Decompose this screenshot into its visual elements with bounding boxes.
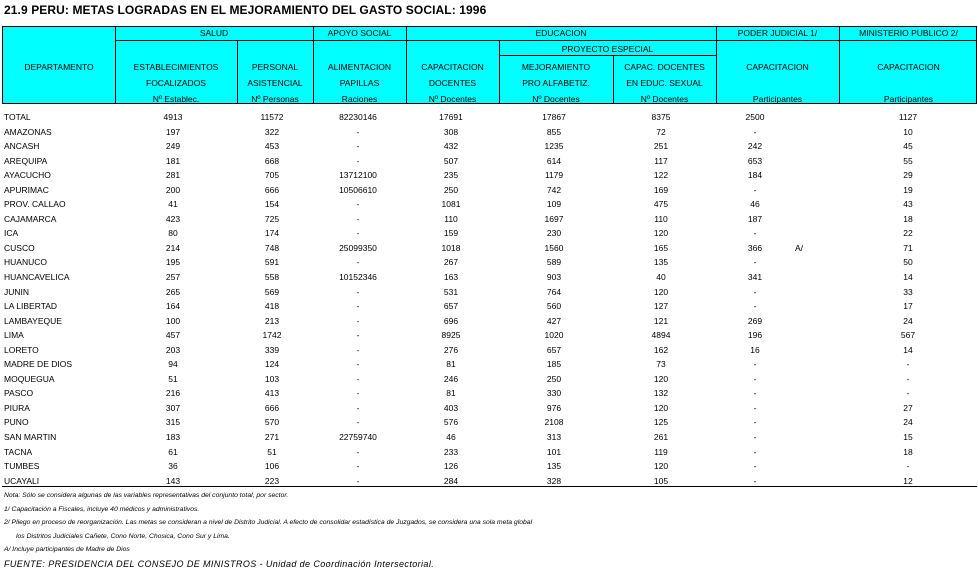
row-value: 24 bbox=[903, 315, 913, 326]
row-departamento: ICA bbox=[4, 228, 19, 239]
row-value: 120 bbox=[653, 402, 669, 413]
row-value: - bbox=[753, 388, 757, 399]
table-bottom-rule bbox=[2, 486, 977, 487]
row-value: - bbox=[906, 359, 910, 370]
row-value: 742 bbox=[546, 184, 562, 195]
row-value: 10506610 bbox=[339, 184, 377, 195]
row-value: 1018 bbox=[441, 242, 461, 253]
row-value: - bbox=[356, 286, 360, 297]
row-value: - bbox=[753, 402, 757, 413]
row-value: 110 bbox=[654, 213, 668, 224]
row-value: 94 bbox=[168, 359, 178, 370]
row-value: 223 bbox=[264, 475, 280, 486]
table-row bbox=[0, 401, 978, 416]
row-value: 2500 bbox=[745, 112, 765, 122]
table-row bbox=[0, 372, 978, 387]
row-departamento: MADRE DE DIOS bbox=[4, 359, 73, 370]
row-value: 51 bbox=[267, 446, 277, 457]
row-value: 154 bbox=[264, 199, 280, 210]
row-value: 705 bbox=[264, 170, 280, 181]
row-value: 46 bbox=[750, 199, 760, 210]
row-value: 61 bbox=[168, 446, 178, 457]
row-departamento: LIMA bbox=[4, 330, 24, 341]
row-value: - bbox=[753, 432, 757, 443]
group-apoyo-social: APOYO SOCIAL bbox=[327, 28, 392, 38]
row-value: 576 bbox=[443, 417, 459, 428]
row-value: 19 bbox=[903, 184, 913, 195]
row-value: 27 bbox=[903, 402, 913, 413]
group-educacion: EDUCACION bbox=[535, 28, 587, 38]
group-poder-judicial: PODER JUDICIAL 1/ bbox=[737, 28, 818, 38]
row-value: 127 bbox=[653, 301, 669, 312]
row-departamento: CAJAMARCA bbox=[4, 213, 57, 224]
row-value: 18 bbox=[903, 446, 913, 457]
col-capacitacion-docentes: CAPACITACION DOCENTES Nº Docentes bbox=[421, 62, 484, 104]
note-general: Nota: Sólo se considera algunas de las variables representativas del conjunto total, por sector. bbox=[4, 492, 289, 499]
row-value: 339 bbox=[264, 344, 280, 355]
row-value: 242 bbox=[747, 141, 763, 152]
row-value: 261 bbox=[653, 432, 669, 443]
table-row bbox=[0, 299, 978, 314]
row-value: 1697 bbox=[544, 213, 564, 224]
row-value: 403 bbox=[443, 402, 459, 413]
row-value: 122 bbox=[653, 170, 669, 181]
row-value: 80 bbox=[168, 228, 178, 239]
row-value: 81 bbox=[446, 388, 456, 399]
row-value: 315 bbox=[165, 417, 181, 428]
row-value: 1235 bbox=[544, 141, 564, 152]
row-value: 457 bbox=[165, 330, 181, 341]
row-value: 249 bbox=[165, 141, 181, 152]
row-value: 267 bbox=[443, 257, 459, 268]
row-value: 163 bbox=[443, 272, 459, 283]
table-row bbox=[0, 415, 978, 430]
row-value: 72 bbox=[656, 126, 666, 137]
row-value: - bbox=[753, 475, 757, 486]
row-value: - bbox=[753, 286, 757, 297]
row-value: 307 bbox=[165, 402, 181, 413]
row-value: 17 bbox=[903, 301, 913, 312]
row-value: 135 bbox=[653, 257, 669, 268]
row-value: 195 bbox=[165, 257, 181, 268]
row-value: 4894 bbox=[651, 330, 671, 341]
row-value: 4913 bbox=[163, 112, 183, 122]
row-value: 265 bbox=[165, 286, 181, 297]
row-value: 570 bbox=[264, 417, 280, 428]
row-value: 125 bbox=[653, 417, 669, 428]
row-value: - bbox=[753, 461, 757, 472]
row-value: - bbox=[356, 155, 360, 166]
row-departamento: APURIMAC bbox=[4, 184, 49, 195]
row-value: 187 bbox=[747, 213, 763, 224]
table-row bbox=[0, 357, 978, 372]
row-note-marker: A/ bbox=[795, 242, 804, 253]
row-value: 423 bbox=[165, 213, 181, 224]
row-value: 185 bbox=[546, 359, 562, 370]
table-row bbox=[0, 139, 978, 154]
table-body bbox=[0, 110, 978, 488]
row-value: 1127 bbox=[898, 112, 918, 122]
row-value: 250 bbox=[546, 373, 562, 384]
col-mejoramiento: MEJORAMIENTO PRO ALFABETIZ. Nº Docentes bbox=[521, 62, 591, 104]
row-value: - bbox=[356, 315, 360, 326]
row-departamento: UCAYALI bbox=[4, 475, 40, 486]
row-value: 36 bbox=[168, 461, 178, 472]
row-value: 2108 bbox=[544, 417, 564, 428]
row-value: 507 bbox=[443, 155, 459, 166]
row-value: 8925 bbox=[441, 330, 461, 341]
row-value: 657 bbox=[546, 344, 562, 355]
row-value: - bbox=[356, 359, 360, 370]
row-departamento: AMAZONAS bbox=[4, 126, 52, 137]
table-row bbox=[0, 125, 978, 140]
row-value: - bbox=[356, 213, 360, 224]
row-value: 109 bbox=[546, 199, 562, 210]
row-value: 196 bbox=[747, 330, 763, 341]
row-value: - bbox=[356, 330, 360, 341]
col-capac-educ-sexual: CAPAC. DOCENTES EN EDUC. SEXUAL Nº Docentes bbox=[624, 62, 705, 104]
row-value: 82230146 bbox=[339, 112, 377, 122]
row-departamento: JUNIN bbox=[4, 286, 30, 297]
row-value: 159 bbox=[443, 228, 459, 239]
row-value: 560 bbox=[546, 301, 562, 312]
row-value: - bbox=[356, 301, 360, 312]
row-departamento: PUNO bbox=[4, 417, 29, 428]
table-row bbox=[0, 430, 978, 445]
row-value: 16 bbox=[750, 344, 760, 355]
row-value: - bbox=[753, 301, 757, 312]
row-value: 117 bbox=[654, 155, 668, 166]
table-row bbox=[0, 343, 978, 358]
row-value: 531 bbox=[443, 286, 459, 297]
row-value: 71 bbox=[903, 242, 913, 253]
row-value: 183 bbox=[165, 432, 181, 443]
row-value: 725 bbox=[264, 213, 280, 224]
row-value: 418 bbox=[264, 301, 280, 312]
row-value: 653 bbox=[747, 155, 763, 166]
table-row bbox=[0, 270, 978, 285]
row-value: 235 bbox=[443, 170, 459, 181]
table-row bbox=[0, 241, 978, 256]
row-departamento: LAMBAYEQUE bbox=[4, 315, 62, 326]
table-row bbox=[0, 212, 978, 227]
row-value: 696 bbox=[443, 315, 459, 326]
row-departamento: TUMBES bbox=[4, 461, 40, 472]
table-row bbox=[0, 459, 978, 474]
table-title: 21.9 PERU: METAS LOGRADAS EN EL MEJORAMIENTO DEL GASTO SOCIAL: 1996 bbox=[4, 3, 487, 17]
row-value: 135 bbox=[546, 461, 562, 472]
row-value: 25099350 bbox=[339, 242, 377, 253]
table-row bbox=[0, 110, 978, 125]
row-value: 257 bbox=[165, 272, 181, 283]
row-value: 313 bbox=[546, 432, 562, 443]
row-value: 855 bbox=[546, 126, 562, 137]
row-departamento: PASCO bbox=[4, 388, 34, 399]
row-value: 174 bbox=[264, 228, 280, 239]
row-value: 106 bbox=[264, 461, 280, 472]
row-value: - bbox=[356, 141, 360, 152]
row-value: 614 bbox=[546, 155, 562, 166]
table-row bbox=[0, 154, 978, 169]
row-value: 169 bbox=[653, 184, 669, 195]
col-ministerio-capacitacion: CAPACITACION Participantes bbox=[877, 62, 940, 104]
row-value: 764 bbox=[546, 286, 562, 297]
row-value: 328 bbox=[546, 475, 562, 486]
row-value: 17691 bbox=[439, 112, 463, 122]
row-value: 17867 bbox=[542, 112, 566, 122]
row-departamento: HUANUCO bbox=[4, 257, 47, 268]
row-value: 558 bbox=[264, 272, 280, 283]
row-value: 121 bbox=[653, 315, 669, 326]
row-value: 216 bbox=[165, 388, 181, 399]
row-value: 24 bbox=[903, 417, 913, 428]
row-value: 8375 bbox=[651, 112, 671, 122]
note-2: 2/ Pliego en proceso de reorganización. Las metas se consideran a nivel de Distrito Judicial. A efecto de consolidar estadística de Juzgados, se considera una sola meta global bbox=[4, 519, 533, 527]
row-value: 120 bbox=[653, 461, 669, 472]
row-value: 657 bbox=[443, 301, 459, 312]
footnotes bbox=[4, 489, 532, 557]
row-value: 567 bbox=[900, 330, 916, 341]
col-departamento: DEPARTAMENTO bbox=[24, 62, 94, 72]
row-value: 105 bbox=[653, 475, 669, 486]
row-value: 33 bbox=[903, 286, 913, 297]
table-row bbox=[0, 328, 978, 343]
row-value: - bbox=[356, 461, 360, 472]
row-value: 184 bbox=[747, 170, 763, 181]
row-value: 13712100 bbox=[339, 170, 377, 181]
row-value: 269 bbox=[747, 315, 763, 326]
row-value: 246 bbox=[443, 373, 459, 384]
row-value: 200 bbox=[165, 184, 181, 195]
row-value: 366 bbox=[747, 242, 763, 253]
row-value: 143 bbox=[165, 475, 181, 486]
row-value: - bbox=[753, 417, 757, 428]
row-value: - bbox=[753, 257, 757, 268]
row-value: 55 bbox=[903, 155, 913, 166]
row-value: 668 bbox=[264, 155, 280, 166]
table-row bbox=[0, 255, 978, 270]
row-value: 10 bbox=[903, 126, 913, 137]
col-personal: PERSONAL ASISTENCIAL Nº Personas bbox=[247, 62, 303, 104]
row-value: 45 bbox=[903, 141, 913, 152]
row-value: 453 bbox=[264, 141, 280, 152]
row-departamento: PROV. CALLAO bbox=[4, 199, 66, 210]
row-value: - bbox=[356, 199, 360, 210]
row-value: - bbox=[356, 344, 360, 355]
row-departamento: AYACUCHO bbox=[4, 170, 51, 181]
row-value: 197 bbox=[165, 126, 181, 137]
row-value: 427 bbox=[546, 315, 562, 326]
row-value: 251 bbox=[653, 141, 669, 152]
row-value: 233 bbox=[443, 446, 459, 457]
row-departamento: AREQUIPA bbox=[4, 155, 48, 166]
row-value: 666 bbox=[264, 184, 280, 195]
row-value: 126 bbox=[443, 461, 459, 472]
row-value: 14 bbox=[903, 272, 913, 283]
row-value: 12 bbox=[903, 475, 913, 486]
row-value: 162 bbox=[653, 344, 669, 355]
row-departamento: ANCASH bbox=[4, 141, 40, 152]
row-departamento: LA LIBERTAD bbox=[4, 301, 58, 312]
row-value: 1742 bbox=[262, 330, 282, 341]
group-proyecto-especial: PROYECTO ESPECIAL bbox=[561, 44, 654, 54]
source-line: FUENTE: PRESIDENCIA DEL CONSEJO DE MINISTROS - Unidad de Coordinación Intersectorial. bbox=[4, 559, 435, 569]
row-value: 413 bbox=[264, 388, 280, 399]
row-value: 666 bbox=[264, 402, 280, 413]
group-ministerio-publico: MINISTERIO PUBLICO 2/ bbox=[859, 28, 958, 38]
row-value: 132 bbox=[653, 388, 669, 399]
row-value: - bbox=[753, 373, 757, 384]
row-value: - bbox=[356, 373, 360, 384]
row-value: 165 bbox=[653, 242, 669, 253]
row-value: 18 bbox=[903, 213, 913, 224]
row-departamento: MOQUEGUA bbox=[4, 373, 55, 384]
row-departamento: TACNA bbox=[4, 446, 33, 457]
row-departamento: PIURA bbox=[4, 402, 30, 413]
row-value: 41 bbox=[168, 199, 178, 210]
row-value: 203 bbox=[165, 344, 181, 355]
row-value: 569 bbox=[264, 286, 280, 297]
row-value: 43 bbox=[903, 199, 913, 210]
row-value: 120 bbox=[653, 228, 669, 239]
row-value: 110 bbox=[444, 213, 458, 224]
note-a: A/ Incluye participantes de Madre de Dios bbox=[4, 546, 130, 554]
row-value: 591 bbox=[264, 257, 280, 268]
row-value: - bbox=[906, 461, 910, 472]
row-value: 120 bbox=[653, 373, 669, 384]
row-value: 276 bbox=[443, 344, 459, 355]
table-row bbox=[0, 197, 978, 212]
row-value: - bbox=[753, 184, 757, 195]
row-value: 46 bbox=[446, 432, 456, 443]
row-value: 101 bbox=[546, 446, 562, 457]
col-alimentacion: ALIMENTACION PAPILLAS Raciones bbox=[327, 62, 392, 104]
table-row bbox=[0, 168, 978, 183]
table-row bbox=[0, 285, 978, 300]
row-value: 230 bbox=[546, 228, 562, 239]
row-value: - bbox=[356, 446, 360, 457]
row-value: 29 bbox=[903, 170, 913, 181]
row-value: 181 bbox=[165, 155, 181, 166]
row-value: - bbox=[906, 388, 910, 399]
row-value: 11572 bbox=[260, 112, 284, 122]
row-value: 15 bbox=[903, 432, 913, 443]
table-row bbox=[0, 226, 978, 241]
row-departamento: TOTAL bbox=[4, 112, 31, 122]
table-header bbox=[2, 26, 977, 104]
row-value: 81 bbox=[446, 359, 456, 370]
col-judicial-capacitacion: CAPACITACION Participantes bbox=[746, 62, 809, 104]
row-value: - bbox=[356, 475, 360, 486]
row-value: 214 bbox=[165, 242, 181, 253]
row-value: - bbox=[356, 417, 360, 428]
row-value: - bbox=[753, 359, 757, 370]
row-value: 164 bbox=[165, 301, 181, 312]
row-value: 748 bbox=[264, 242, 280, 253]
row-value: 22759740 bbox=[339, 432, 377, 443]
row-value: 250 bbox=[443, 184, 459, 195]
row-value: - bbox=[356, 388, 360, 399]
row-value: - bbox=[356, 402, 360, 413]
row-value: - bbox=[356, 126, 360, 137]
table-row bbox=[0, 314, 978, 329]
row-value: 213 bbox=[264, 315, 280, 326]
row-value: 50 bbox=[903, 257, 913, 268]
row-value: 1560 bbox=[544, 242, 564, 253]
row-value: 1081 bbox=[441, 199, 461, 210]
note-1: 1/ Capacitación a Fiscales, incluye 40 médicos y administrativos. bbox=[4, 505, 200, 513]
row-value: 119 bbox=[654, 446, 668, 457]
row-value: 903 bbox=[546, 272, 562, 283]
row-value: 432 bbox=[443, 141, 459, 152]
row-value: 1179 bbox=[544, 170, 564, 181]
row-value: 103 bbox=[264, 373, 280, 384]
row-value: 100 bbox=[165, 315, 181, 326]
row-value: 308 bbox=[443, 126, 459, 137]
row-value: 51 bbox=[168, 373, 178, 384]
row-value: 120 bbox=[653, 286, 669, 297]
row-value: 284 bbox=[443, 475, 459, 486]
row-departamento: HUANCAVELICA bbox=[4, 272, 70, 283]
row-value: 22 bbox=[903, 228, 913, 239]
row-value: 330 bbox=[546, 388, 562, 399]
row-value: 341 bbox=[747, 272, 763, 283]
row-value: - bbox=[753, 126, 757, 137]
group-salud: SALUD bbox=[199, 28, 229, 38]
row-value: 10152346 bbox=[339, 272, 377, 283]
row-value: - bbox=[753, 446, 757, 457]
table-row bbox=[0, 183, 978, 198]
row-departamento: CUSCO bbox=[4, 242, 35, 253]
note-2-cont: los Distritos Judiciales Cañete, Cono Norte, Chosica, Cono Sur y Lima. bbox=[16, 532, 230, 540]
row-departamento: LORETO bbox=[4, 344, 39, 355]
row-value: 271 bbox=[264, 432, 280, 443]
row-value: - bbox=[356, 228, 360, 239]
row-value: 475 bbox=[653, 199, 669, 210]
table-row bbox=[0, 386, 978, 401]
row-value: 124 bbox=[264, 359, 280, 370]
row-value: 976 bbox=[546, 402, 562, 413]
col-establecimientos: ESTABLECIMIENTOS FOCALIZADOS Nº Establec. bbox=[133, 62, 219, 104]
row-value: 73 bbox=[656, 359, 666, 370]
row-value: 40 bbox=[656, 272, 666, 283]
row-value: 322 bbox=[264, 126, 280, 137]
table-row bbox=[0, 445, 978, 460]
row-value: 1020 bbox=[544, 330, 564, 341]
row-value: - bbox=[356, 257, 360, 268]
row-value: - bbox=[753, 228, 757, 239]
row-value: 281 bbox=[165, 170, 181, 181]
row-value: 589 bbox=[546, 257, 562, 268]
row-value: - bbox=[906, 373, 910, 384]
row-value: 14 bbox=[903, 344, 913, 355]
row-departamento: SAN MARTIN bbox=[4, 432, 57, 443]
